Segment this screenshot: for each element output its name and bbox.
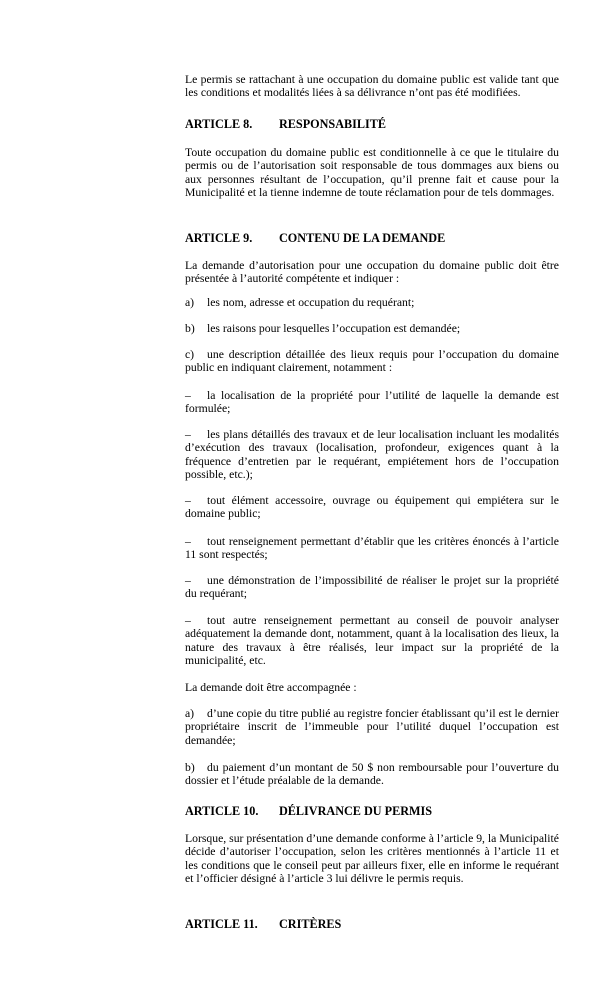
dash-bullet: – (185, 614, 191, 627)
dash-bullet: – (185, 428, 191, 441)
sub-list-item: – tout autre renseignement permettant au conseil de pouvoir analyser adéquatement la demande dont, notamment, quant à la localisation des lieux, la nature des travaux à être réalisés, leur impact sur la propriété de la municipalité, etc. (185, 614, 559, 668)
list-item: a) les nom, adresse et occupation du requérant; (185, 296, 415, 309)
dash-bullet: – (185, 494, 191, 507)
item-label: b) (185, 322, 195, 335)
article-10-title: DÉLIVRANCE DU PERMIS (279, 804, 433, 818)
article-11-number: ARTICLE 11. (185, 917, 258, 931)
accompany-item: b) du paiement d’un montant de 50 $ non remboursable pour l’ouverture du dossier et l’étude préalable de la demande. (185, 761, 559, 788)
item-label: a) (185, 707, 195, 720)
dash-bullet: – (185, 535, 191, 548)
sub-list-item: – tout élément accessoire, ouvrage ou équipement qui empiétera sur le domaine public; (185, 494, 559, 521)
article-8-body: Toute occupation du domaine public est conditionnelle à ce que le titulaire du permis ou de l’autorisation soit responsable de tous dommages aux biens ou aux personnes résultant de l’occupation, qu’il prenne fait et cause pour la Municipalité et la tienne indemne de toute réclamation pour de tels dommages. (185, 146, 559, 200)
article-8-title: RESPONSABILITÉ (279, 117, 387, 131)
article-8-heading (185, 118, 559, 131)
list-item: c) une description détaillée des lieux requis pour l’occupation du domaine public en indiquant clairement, notamment : (185, 348, 559, 375)
sub-list-item: – les plans détaillés des travaux et de leur localisation incluant les modalités d’exécution des travaux (localisation, profondeur, exigences quant à la fréquence d’entretien par le requérant, empiétement hors de l’occupation possible, etc.); (185, 428, 559, 482)
article-9-title: CONTENU DE LA DEMANDE (279, 231, 446, 245)
article-11-title: CRITÈRES (279, 917, 342, 931)
article-9-number: ARTICLE 9. (185, 231, 253, 245)
item-label: a) (185, 296, 195, 309)
article-10-heading (185, 805, 559, 818)
sub-list-item: – une démonstration de l’impossibilité de réaliser le projet sur la propriété du requérant; (185, 574, 559, 601)
item-label: c) (185, 348, 195, 361)
article-9-heading (185, 232, 559, 245)
sub-list-item: – tout renseignement permettant d’établir que les critères énoncés à l’article 11 sont respectés; (185, 535, 559, 562)
accompany-intro: La demande doit être accompagnée : (185, 681, 357, 694)
dash-bullet: – (185, 389, 191, 402)
dash-bullet: – (185, 574, 191, 587)
list-item: b) les raisons pour lesquelles l’occupation est demandée; (185, 322, 461, 335)
accompany-item: a) d’une copie du titre publié au registre foncier établissant qu’il est le dernier propriétaire inscrit de l’immeuble pour l’utilité duquel l’occupation est demandée; (185, 707, 559, 747)
article-10-body: Lorsque, sur présentation d’une demande conforme à l’article 9, la Municipalité décide d’autoriser l’occupation, selon les critères mentionnés à l’article 11 et les conditions que le conseil peut par ailleurs fixer, elle en informe le requérant et l’officier désigné à l’article 3 lui délivre le permis requis. (185, 832, 559, 886)
article-10-number: ARTICLE 10. (185, 804, 259, 818)
item-label: b) (185, 761, 195, 774)
article-8-number: ARTICLE 8. (185, 117, 253, 131)
intro-paragraph: Le permis se rattachant à une occupation du domaine public est valide tant que les conditions et modalités liées à sa délivrance n’ont pas été modifiées. (185, 73, 559, 100)
article-11-heading (185, 918, 559, 931)
article-9-intro: La demande d’autorisation pour une occupation du domaine public doit être présentée à l’autorité compétente et indiquer : (185, 259, 559, 286)
sub-list-item: – la localisation de la propriété pour l’utilité de laquelle la demande est formulée; (185, 389, 559, 416)
